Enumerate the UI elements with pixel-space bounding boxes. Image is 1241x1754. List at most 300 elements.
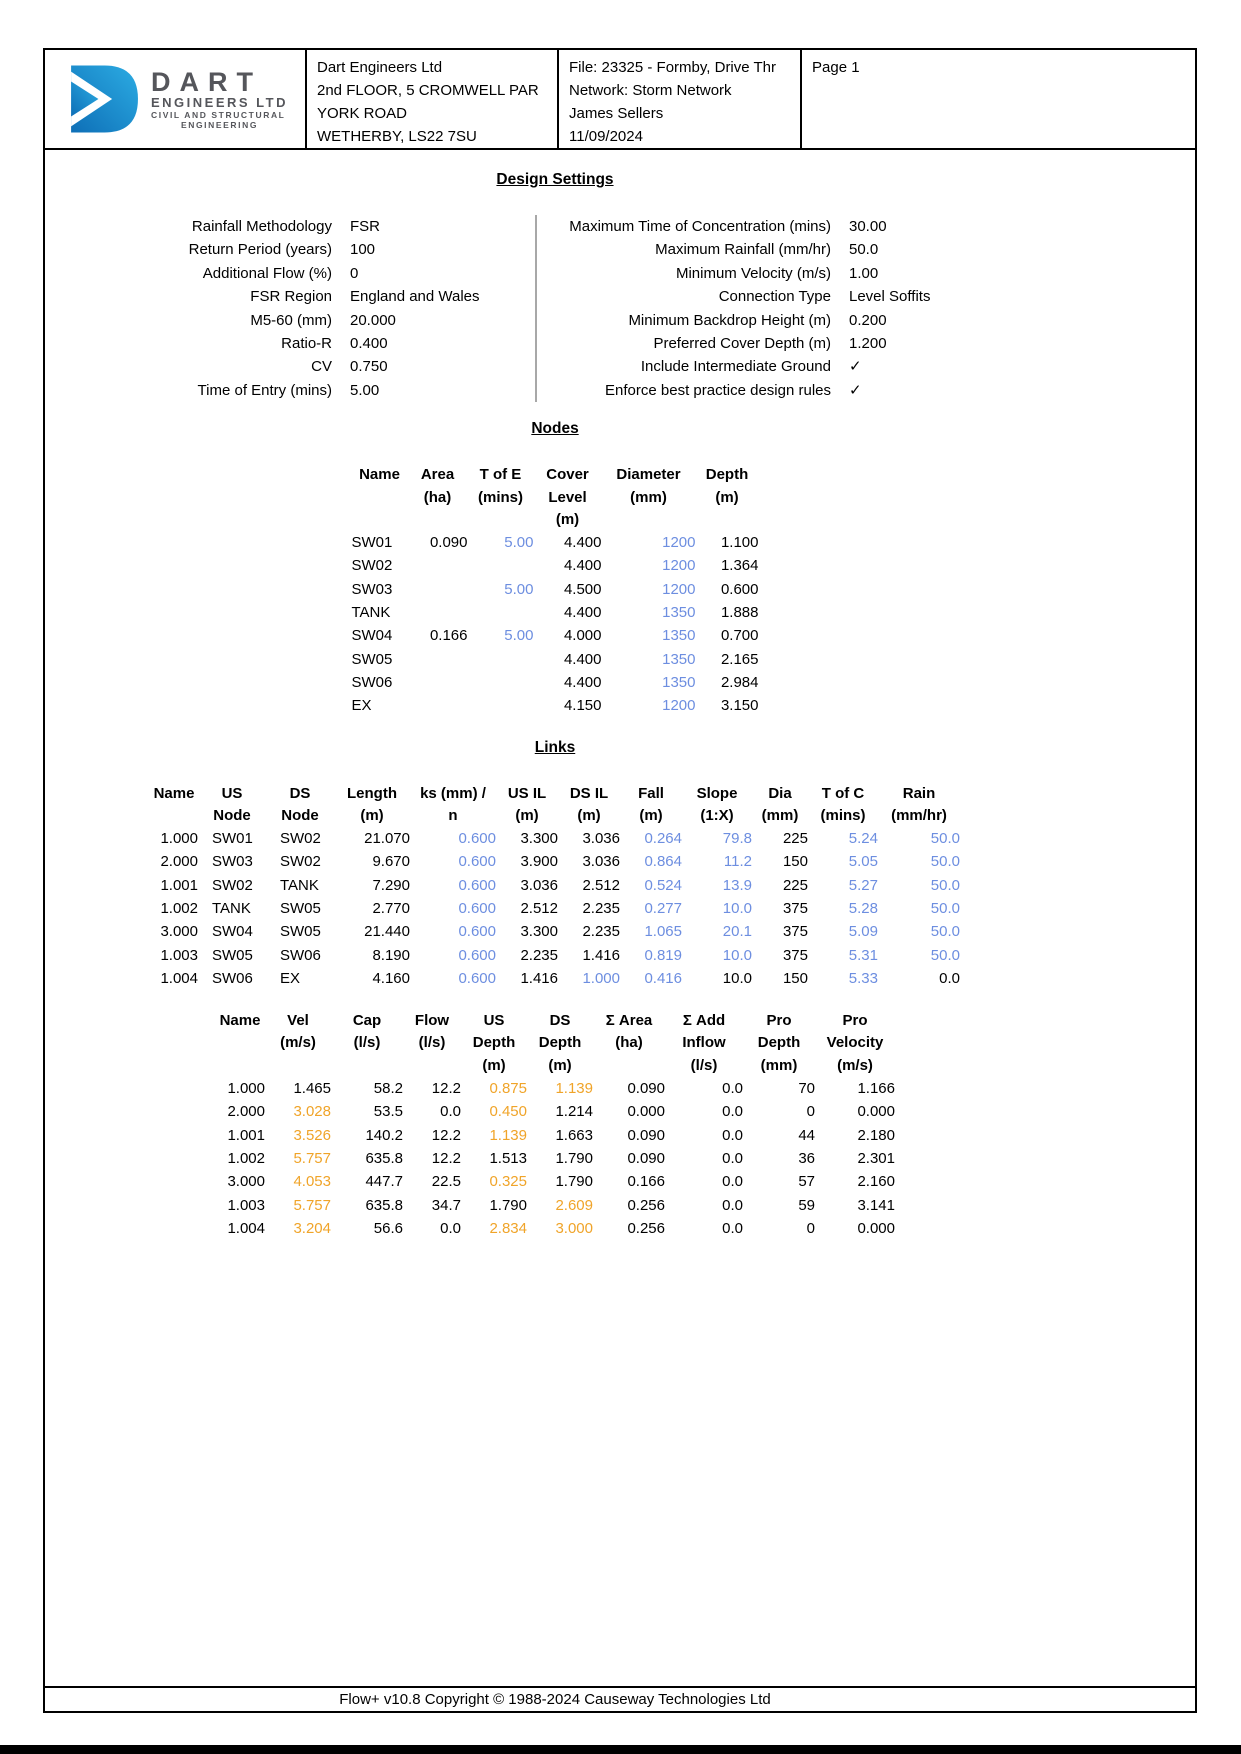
setting-row <box>543 332 930 355</box>
column-header: DS Node <box>281 784 319 824</box>
table-cell: 635.8 <box>365 1149 403 1167</box>
nodes-title: Nodes <box>531 420 579 438</box>
table-cell: 3.900 <box>520 853 558 871</box>
table-cell: 5.00 <box>504 627 534 645</box>
table-cell: 3.526 <box>293 1126 331 1144</box>
setting-label: Enforce best practice design rules <box>605 381 831 399</box>
table-cell: 3.036 <box>582 853 620 871</box>
table-cell: 53.5 <box>373 1103 403 1121</box>
table-cell: 0.875 <box>489 1080 527 1098</box>
table-cell: 375 <box>782 923 808 941</box>
design-settings-left-column <box>110 215 522 402</box>
table-cell: 50.0 <box>930 923 960 941</box>
table-cell: SW05 <box>280 900 321 917</box>
table-cell: 0 <box>806 1219 815 1237</box>
logo-word: DART <box>151 66 262 97</box>
table-cell: 0.090 <box>429 534 468 552</box>
table-cell: 0.700 <box>720 627 759 645</box>
table-cell: 1.004 <box>227 1219 265 1237</box>
setting-label: CV <box>311 358 332 376</box>
table-cell: 0.0 <box>722 1219 743 1237</box>
table-cell: SW02 <box>280 853 321 871</box>
table-cell: 0.0 <box>722 1173 743 1191</box>
table-cell: 4.400 <box>563 557 602 575</box>
table-cell: 59 <box>798 1196 815 1214</box>
table-cell: 1.001 <box>227 1126 265 1144</box>
table-cell: 0.819 <box>644 946 682 964</box>
footer-text: Flow+ v10.8 Copyright © 1988-2024 Causeway Technologies Ltd <box>339 1691 771 1708</box>
column-header: Rain (mm/hr) <box>891 784 947 824</box>
setting-label: Preferred Cover Depth (m) <box>653 335 831 353</box>
table-cell: 150 <box>782 969 808 987</box>
table-cell: 57 <box>798 1173 815 1191</box>
table-cell: 2.235 <box>582 900 620 917</box>
table-cell: SW05 <box>212 946 253 964</box>
table-cell: 12.2 <box>431 1126 461 1144</box>
table-cell: 3.036 <box>582 830 620 848</box>
table-row <box>352 554 759 577</box>
text-line: James Sellers <box>569 105 664 122</box>
setting-label: Maximum Time of Concentration (mins) <box>569 218 831 235</box>
setting-row <box>110 355 522 378</box>
table-cell: 1.002 <box>227 1149 265 1167</box>
table-cell: 2.512 <box>582 876 620 894</box>
table-cell: 5.28 <box>848 900 878 917</box>
table-cell: 0.864 <box>644 853 682 871</box>
table-header-row <box>215 1010 895 1077</box>
setting-row <box>543 355 930 378</box>
text-line: 11/09/2024 <box>569 128 643 145</box>
column-header: Σ Add Inflow (l/s) <box>682 1012 726 1074</box>
setting-label: Include Intermediate Ground <box>640 358 831 376</box>
table-cell: EX <box>351 697 372 715</box>
table-cell: 5.05 <box>848 853 878 871</box>
table-cell: 21.070 <box>364 830 410 848</box>
text-line: Dart Engineers Ltd <box>317 59 443 76</box>
setting-row <box>543 262 930 285</box>
setting-label: Time of Entry (mins) <box>197 381 332 399</box>
table-cell <box>408 694 468 717</box>
column-header: Name <box>219 1012 261 1030</box>
table-cell: 1.065 <box>644 923 682 941</box>
setting-label: M5-60 (mm) <box>250 311 332 329</box>
table-cell: 2.984 <box>720 673 759 691</box>
table-cell: 1200 <box>662 580 696 598</box>
table-cell <box>408 601 468 624</box>
setting-row <box>543 238 930 261</box>
table-cell: 0.166 <box>429 627 468 645</box>
column-header: Σ Area (ha) <box>605 1012 653 1052</box>
table-cell: 0.600 <box>458 876 496 894</box>
table-cell: 70 <box>798 1080 815 1098</box>
table-cell: 0.000 <box>857 1103 895 1121</box>
table-cell: 0.600 <box>458 969 496 987</box>
setting-value: 1.200 <box>849 335 887 353</box>
setting-value: 5.00 <box>350 381 380 399</box>
table-cell: 1.888 <box>720 604 759 622</box>
table-cell: 3.000 <box>227 1173 265 1191</box>
table-cell: 1.003 <box>160 946 198 964</box>
table-cell: SW05 <box>351 650 393 668</box>
table-cell: 0.256 <box>627 1196 665 1214</box>
table-cell: 4.400 <box>563 673 602 691</box>
nodes-table-body <box>352 531 759 717</box>
table-cell: 12.2 <box>431 1080 461 1098</box>
table-cell: 5.27 <box>848 876 878 894</box>
table-cell: SW04 <box>212 923 253 941</box>
column-header: Cover Level (m) <box>546 466 589 528</box>
table-cell: 150 <box>782 853 808 871</box>
table-cell: 3.150 <box>720 697 759 715</box>
table-cell: 4.000 <box>563 627 602 645</box>
table-cell: SW03 <box>212 853 253 871</box>
table-row <box>215 1194 895 1217</box>
setting-value: 0 <box>350 264 359 282</box>
table-cell: 2.235 <box>520 946 558 964</box>
table-cell: 1350 <box>662 673 696 691</box>
table-cell: 0.600 <box>458 923 496 941</box>
setting-label: Connection Type <box>718 288 831 306</box>
table-row <box>352 671 759 694</box>
table-cell: 1.790 <box>555 1149 593 1167</box>
table-cell: 5.24 <box>848 830 878 848</box>
table-header-row <box>150 783 960 828</box>
table-cell: 2.512 <box>520 900 558 917</box>
table-cell: 1.214 <box>555 1103 593 1121</box>
setting-label: Ratio-R <box>281 335 332 353</box>
table-cell: SW02 <box>280 830 321 848</box>
table-cell: 5.00 <box>504 534 534 552</box>
table-cell: 1.002 <box>160 900 198 917</box>
table-cell: 2.235 <box>582 923 620 941</box>
table-cell: 0.600 <box>458 946 496 964</box>
table-cell: 2.609 <box>555 1196 593 1214</box>
table-cell: 0.0 <box>440 1103 461 1121</box>
table-cell: 2.180 <box>857 1126 895 1144</box>
settings-divider <box>535 215 537 402</box>
table-row <box>215 1100 895 1123</box>
table-row <box>352 624 759 647</box>
table-cell: 8.190 <box>372 946 410 964</box>
table-cell: 1.100 <box>720 534 759 552</box>
table-row <box>352 648 759 671</box>
setting-value: 50.0 <box>849 241 879 259</box>
table-cell: 1.004 <box>160 969 198 987</box>
table-row <box>150 920 960 943</box>
table-row <box>150 827 960 850</box>
table-cell: 0.0 <box>440 1219 461 1237</box>
table-cell: 225 <box>782 830 808 848</box>
table-cell: 1.663 <box>555 1126 593 1144</box>
text-line: YORK ROAD <box>317 105 408 122</box>
text-line: 2nd FLOOR, 5 CROMWELL PAR <box>317 82 539 99</box>
table-cell: 4.053 <box>293 1173 331 1191</box>
column-header: Name <box>359 466 400 484</box>
table-cell <box>408 671 468 694</box>
table-cell: 0.416 <box>644 969 682 987</box>
text-line: File: 23325 - Formby, Drive Thr <box>569 59 777 76</box>
column-header: Pro Velocity (m/s) <box>826 1012 884 1074</box>
column-header: Length (m) <box>347 784 397 824</box>
table-cell: 0.000 <box>627 1103 665 1121</box>
table-cell: 1.416 <box>582 946 620 964</box>
setting-row <box>110 285 522 308</box>
table-cell: 0.166 <box>627 1173 665 1191</box>
table-row <box>352 531 759 554</box>
table-cell <box>468 648 534 671</box>
table-cell: 3.000 <box>160 923 198 941</box>
table-row <box>150 944 960 967</box>
table-cell <box>468 694 534 717</box>
nodes-table <box>352 464 759 717</box>
page-frame <box>43 48 1197 1713</box>
table-cell: 44 <box>798 1126 815 1144</box>
table-cell: 0.0 <box>722 1196 743 1214</box>
table-cell: 375 <box>782 900 808 917</box>
logo-subtitle: ENGINEERS LTD <box>151 94 288 110</box>
setting-value: England and Wales <box>350 288 480 306</box>
logo-tagline-2: ENGINEERING <box>180 119 259 130</box>
setting-value: FSR <box>350 218 380 235</box>
column-header: US Depth (m) <box>472 1012 516 1074</box>
table-cell: 50.0 <box>930 900 960 917</box>
table-cell: 1.364 <box>720 557 759 575</box>
table-cell: 0.0 <box>722 1103 743 1121</box>
column-header: DS Depth (m) <box>538 1012 582 1074</box>
table-cell: 10.0 <box>722 946 752 964</box>
table-cell: 1.000 <box>227 1080 265 1098</box>
table-cell: SW06 <box>351 673 393 691</box>
table-cell: 58.2 <box>373 1080 403 1098</box>
table-cell: 1.416 <box>520 969 558 987</box>
table-cell: 5.09 <box>848 923 878 941</box>
table-cell: 10.0 <box>722 969 752 987</box>
table-cell: 3.141 <box>857 1196 895 1214</box>
links-section <box>45 738 1065 1241</box>
table-cell: 1.465 <box>293 1080 331 1098</box>
table-cell: 20.1 <box>722 923 752 941</box>
table-row <box>150 897 960 920</box>
table-cell: 225 <box>782 876 808 894</box>
table-cell: 9.670 <box>372 853 410 871</box>
table-cell: EX <box>280 969 301 987</box>
table-cell: 2.000 <box>227 1103 265 1121</box>
table-cell <box>468 671 534 694</box>
setting-row <box>543 309 930 332</box>
table-cell: 0.0 <box>939 969 960 987</box>
table-cell: 12.2 <box>431 1149 461 1167</box>
table-cell: 3.028 <box>293 1103 331 1121</box>
setting-row <box>110 262 522 285</box>
column-header: DS IL (m) <box>569 784 609 824</box>
table-cell: 2.165 <box>720 650 759 668</box>
table-cell: 4.400 <box>563 604 602 622</box>
table-cell: 0.450 <box>489 1103 527 1121</box>
table-cell: 11.2 <box>723 853 752 871</box>
setting-row <box>110 215 522 238</box>
setting-label: Return Period (years) <box>188 241 332 259</box>
table-row <box>215 1217 895 1240</box>
table-cell: 3.300 <box>520 923 558 941</box>
setting-row <box>543 215 930 238</box>
table-cell: 3.000 <box>555 1219 593 1237</box>
table-cell: 0.600 <box>720 580 759 598</box>
table-cell: 2.770 <box>372 900 410 917</box>
table-cell: 0.524 <box>644 876 682 894</box>
table-cell: 56.6 <box>373 1219 403 1237</box>
table-cell: 3.036 <box>520 876 558 894</box>
table-cell: 3.204 <box>293 1219 331 1237</box>
table-cell: TANK <box>351 604 391 622</box>
table-cell: 1200 <box>662 557 696 575</box>
table-cell: 79.8 <box>722 830 752 848</box>
setting-label: Rainfall Methodology <box>191 218 332 235</box>
setting-value: 100 <box>350 241 376 259</box>
table-row <box>352 578 759 601</box>
table-cell: 0.000 <box>857 1219 895 1237</box>
table-cell <box>468 554 534 577</box>
setting-value: ✓ <box>849 381 862 399</box>
column-header: ks (mm) / n <box>420 784 486 824</box>
design-settings-right-column <box>543 215 930 402</box>
table-cell: 1200 <box>662 534 696 552</box>
table-row <box>215 1170 895 1193</box>
table-cell: 0 <box>806 1103 815 1121</box>
table-cell: 0.600 <box>458 853 496 871</box>
design-settings-block <box>45 215 1065 402</box>
table-cell: 5.00 <box>504 580 534 598</box>
setting-value: 0.400 <box>350 335 388 353</box>
column-header: Vel (m/s) <box>280 1012 316 1052</box>
nodes-section <box>45 419 1065 717</box>
links-table1-body <box>150 827 960 990</box>
column-header: Area (ha) <box>420 466 455 506</box>
page-number-cell <box>802 50 1195 148</box>
setting-row <box>110 332 522 355</box>
column-header: Slope (1:X) <box>696 784 738 824</box>
table-cell <box>408 554 468 577</box>
column-header: Diameter (mm) <box>616 466 681 506</box>
report-footer <box>45 1686 1195 1711</box>
table-row <box>215 1124 895 1147</box>
table-cell: SW05 <box>280 923 321 941</box>
table-cell: SW06 <box>212 969 253 987</box>
table-cell: 4.150 <box>563 697 602 715</box>
table-cell: SW01 <box>212 830 253 848</box>
column-header: Cap (l/s) <box>352 1012 382 1052</box>
table-cell: 2.301 <box>857 1149 895 1167</box>
setting-value: 1.00 <box>849 264 879 282</box>
report-header <box>45 50 1195 150</box>
table-cell: 50.0 <box>930 876 960 894</box>
setting-value: 30.00 <box>849 218 887 235</box>
table-cell: 0.600 <box>458 900 496 917</box>
text-line: WETHERBY, LS22 7SU <box>317 128 477 145</box>
table-cell: SW04 <box>351 627 393 645</box>
table-cell: 2.000 <box>160 853 198 871</box>
links-title: Links <box>534 738 576 756</box>
column-header: US IL (m) <box>507 784 547 824</box>
setting-value: 0.750 <box>350 358 388 376</box>
table-cell: SW02 <box>212 876 253 894</box>
company-address <box>307 50 559 148</box>
table-cell: 34.7 <box>431 1196 461 1214</box>
table-cell: TANK <box>280 876 319 894</box>
setting-row <box>110 238 522 261</box>
table-cell: 1350 <box>662 650 696 668</box>
setting-row <box>543 285 930 308</box>
column-header: Pro Depth (mm) <box>757 1012 801 1074</box>
table-cell: 1.513 <box>489 1149 527 1167</box>
links-table2-body <box>215 1077 895 1240</box>
table-cell: 375 <box>782 946 808 964</box>
table-cell: SW01 <box>351 534 393 552</box>
setting-label: Minimum Backdrop Height (m) <box>628 311 831 329</box>
table-cell: 36 <box>798 1149 815 1167</box>
links-results-table <box>215 1010 895 1240</box>
table-cell: 1350 <box>662 604 696 622</box>
table-cell: 4.500 <box>563 580 602 598</box>
table-cell: 0.277 <box>644 900 682 917</box>
nodes-table-head <box>352 464 759 531</box>
table-cell: 7.290 <box>372 876 410 894</box>
table-cell: 0.325 <box>489 1173 527 1191</box>
table-cell: 0.090 <box>627 1126 665 1144</box>
table-cell <box>408 648 468 671</box>
column-header: Flow (l/s) <box>414 1012 450 1052</box>
table-cell: 50.0 <box>930 946 960 964</box>
setting-row <box>110 379 522 402</box>
column-header: Depth (m) <box>705 466 749 506</box>
setting-label: Minimum Velocity (m/s) <box>675 264 831 282</box>
table-row <box>150 850 960 873</box>
setting-value: ✓ <box>849 358 862 376</box>
table-cell: 0.264 <box>644 830 682 848</box>
table-cell: 4.160 <box>372 969 410 987</box>
design-settings-title: Design Settings <box>496 171 614 188</box>
table-cell: 140.2 <box>365 1126 403 1144</box>
table-cell: 1.001 <box>160 876 198 894</box>
table-cell: 22.5 <box>431 1173 461 1191</box>
setting-value: 0.200 <box>849 311 887 329</box>
table-cell: 1.790 <box>489 1196 527 1214</box>
table-cell: 1350 <box>662 627 696 645</box>
table-cell: 13.9 <box>722 876 752 894</box>
project-info <box>559 50 802 148</box>
table-cell: 1.000 <box>582 969 620 987</box>
table-cell: 50.0 <box>930 853 960 871</box>
table-cell: 1.139 <box>555 1080 593 1098</box>
table-cell: 1.003 <box>227 1196 265 1214</box>
table-row <box>150 874 960 897</box>
table-cell <box>468 601 534 624</box>
setting-label: FSR Region <box>250 288 332 306</box>
screenshot-bottom-strip <box>0 1745 1241 1754</box>
table-cell <box>408 578 468 601</box>
table-cell: 0.600 <box>458 830 496 848</box>
text-line: Network: Storm Network <box>569 82 732 99</box>
table-cell: 2.834 <box>489 1219 527 1237</box>
table-cell: 21.440 <box>364 923 410 941</box>
table-cell: SW06 <box>280 946 321 964</box>
table-cell: 0.090 <box>627 1149 665 1167</box>
table-cell: SW02 <box>351 557 393 575</box>
table-cell: 0.090 <box>627 1080 665 1098</box>
page-number: Page 1 <box>812 59 860 76</box>
table-cell: 5.33 <box>848 969 878 987</box>
table-cell: 10.0 <box>722 900 752 917</box>
design-settings-section <box>45 170 1065 402</box>
